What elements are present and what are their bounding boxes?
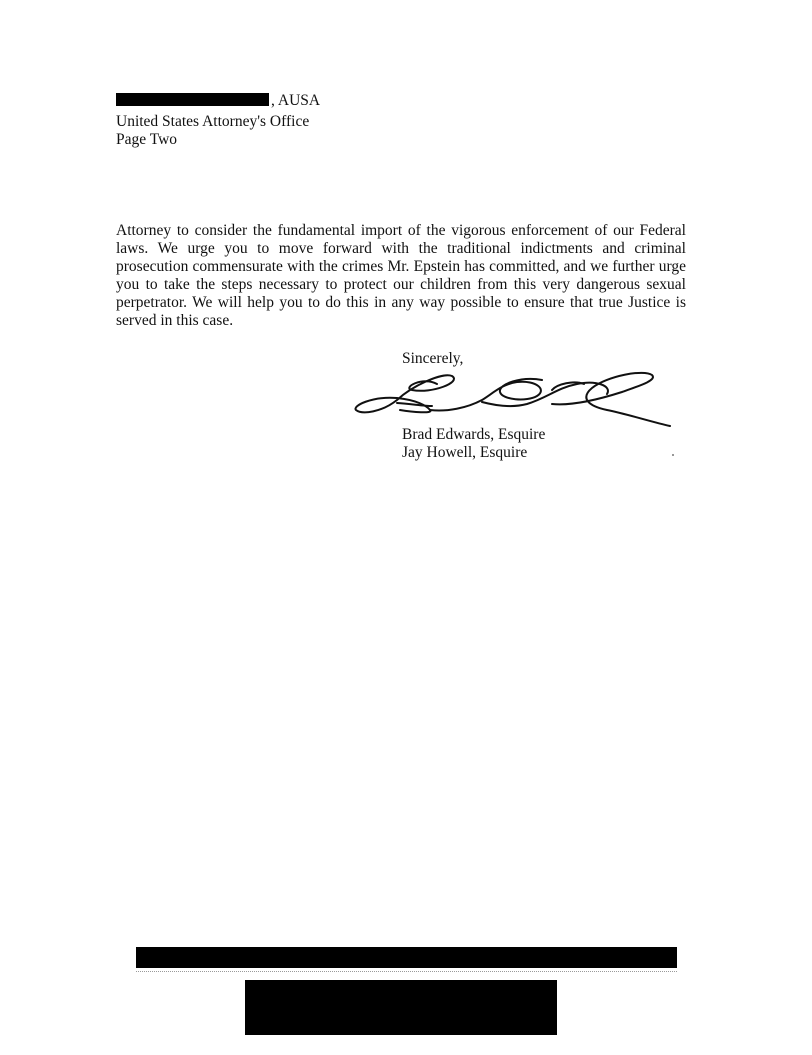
- footer-dotted-rule: [136, 971, 677, 972]
- page-label: Page Two: [116, 131, 178, 148]
- redacted-recipient-name: [116, 93, 269, 106]
- redacted-footer-bar-bottom: [245, 980, 557, 1035]
- closing-salutation: Sincerely,: [402, 350, 464, 367]
- scan-speck: [672, 454, 674, 456]
- body-paragraph: Attorney to consider the fundamental import of the vigorous enforcement of our Federal laws. We urge you to move forward with the traditional indictments and criminal prosecution commensurate with the crimes Mr. Epstein has committed, and we further urge you to take the steps necessary to protect our children from this very dangerous sexual perpetrator. We will help you to do this in any way possible to ensure that true Justice is served in this case.: [116, 222, 686, 329]
- recipient-office: United States Attorney's Office: [116, 113, 310, 130]
- signer-name-2: Jay Howell, Esquire: [402, 444, 528, 461]
- recipient-line: [116, 92, 320, 110]
- signer-name-1: Brad Edwards, Esquire: [402, 426, 546, 443]
- redacted-footer-bar-top: [136, 947, 677, 968]
- handwritten-signature: [352, 370, 672, 430]
- recipient-title: , AUSA: [271, 92, 321, 109]
